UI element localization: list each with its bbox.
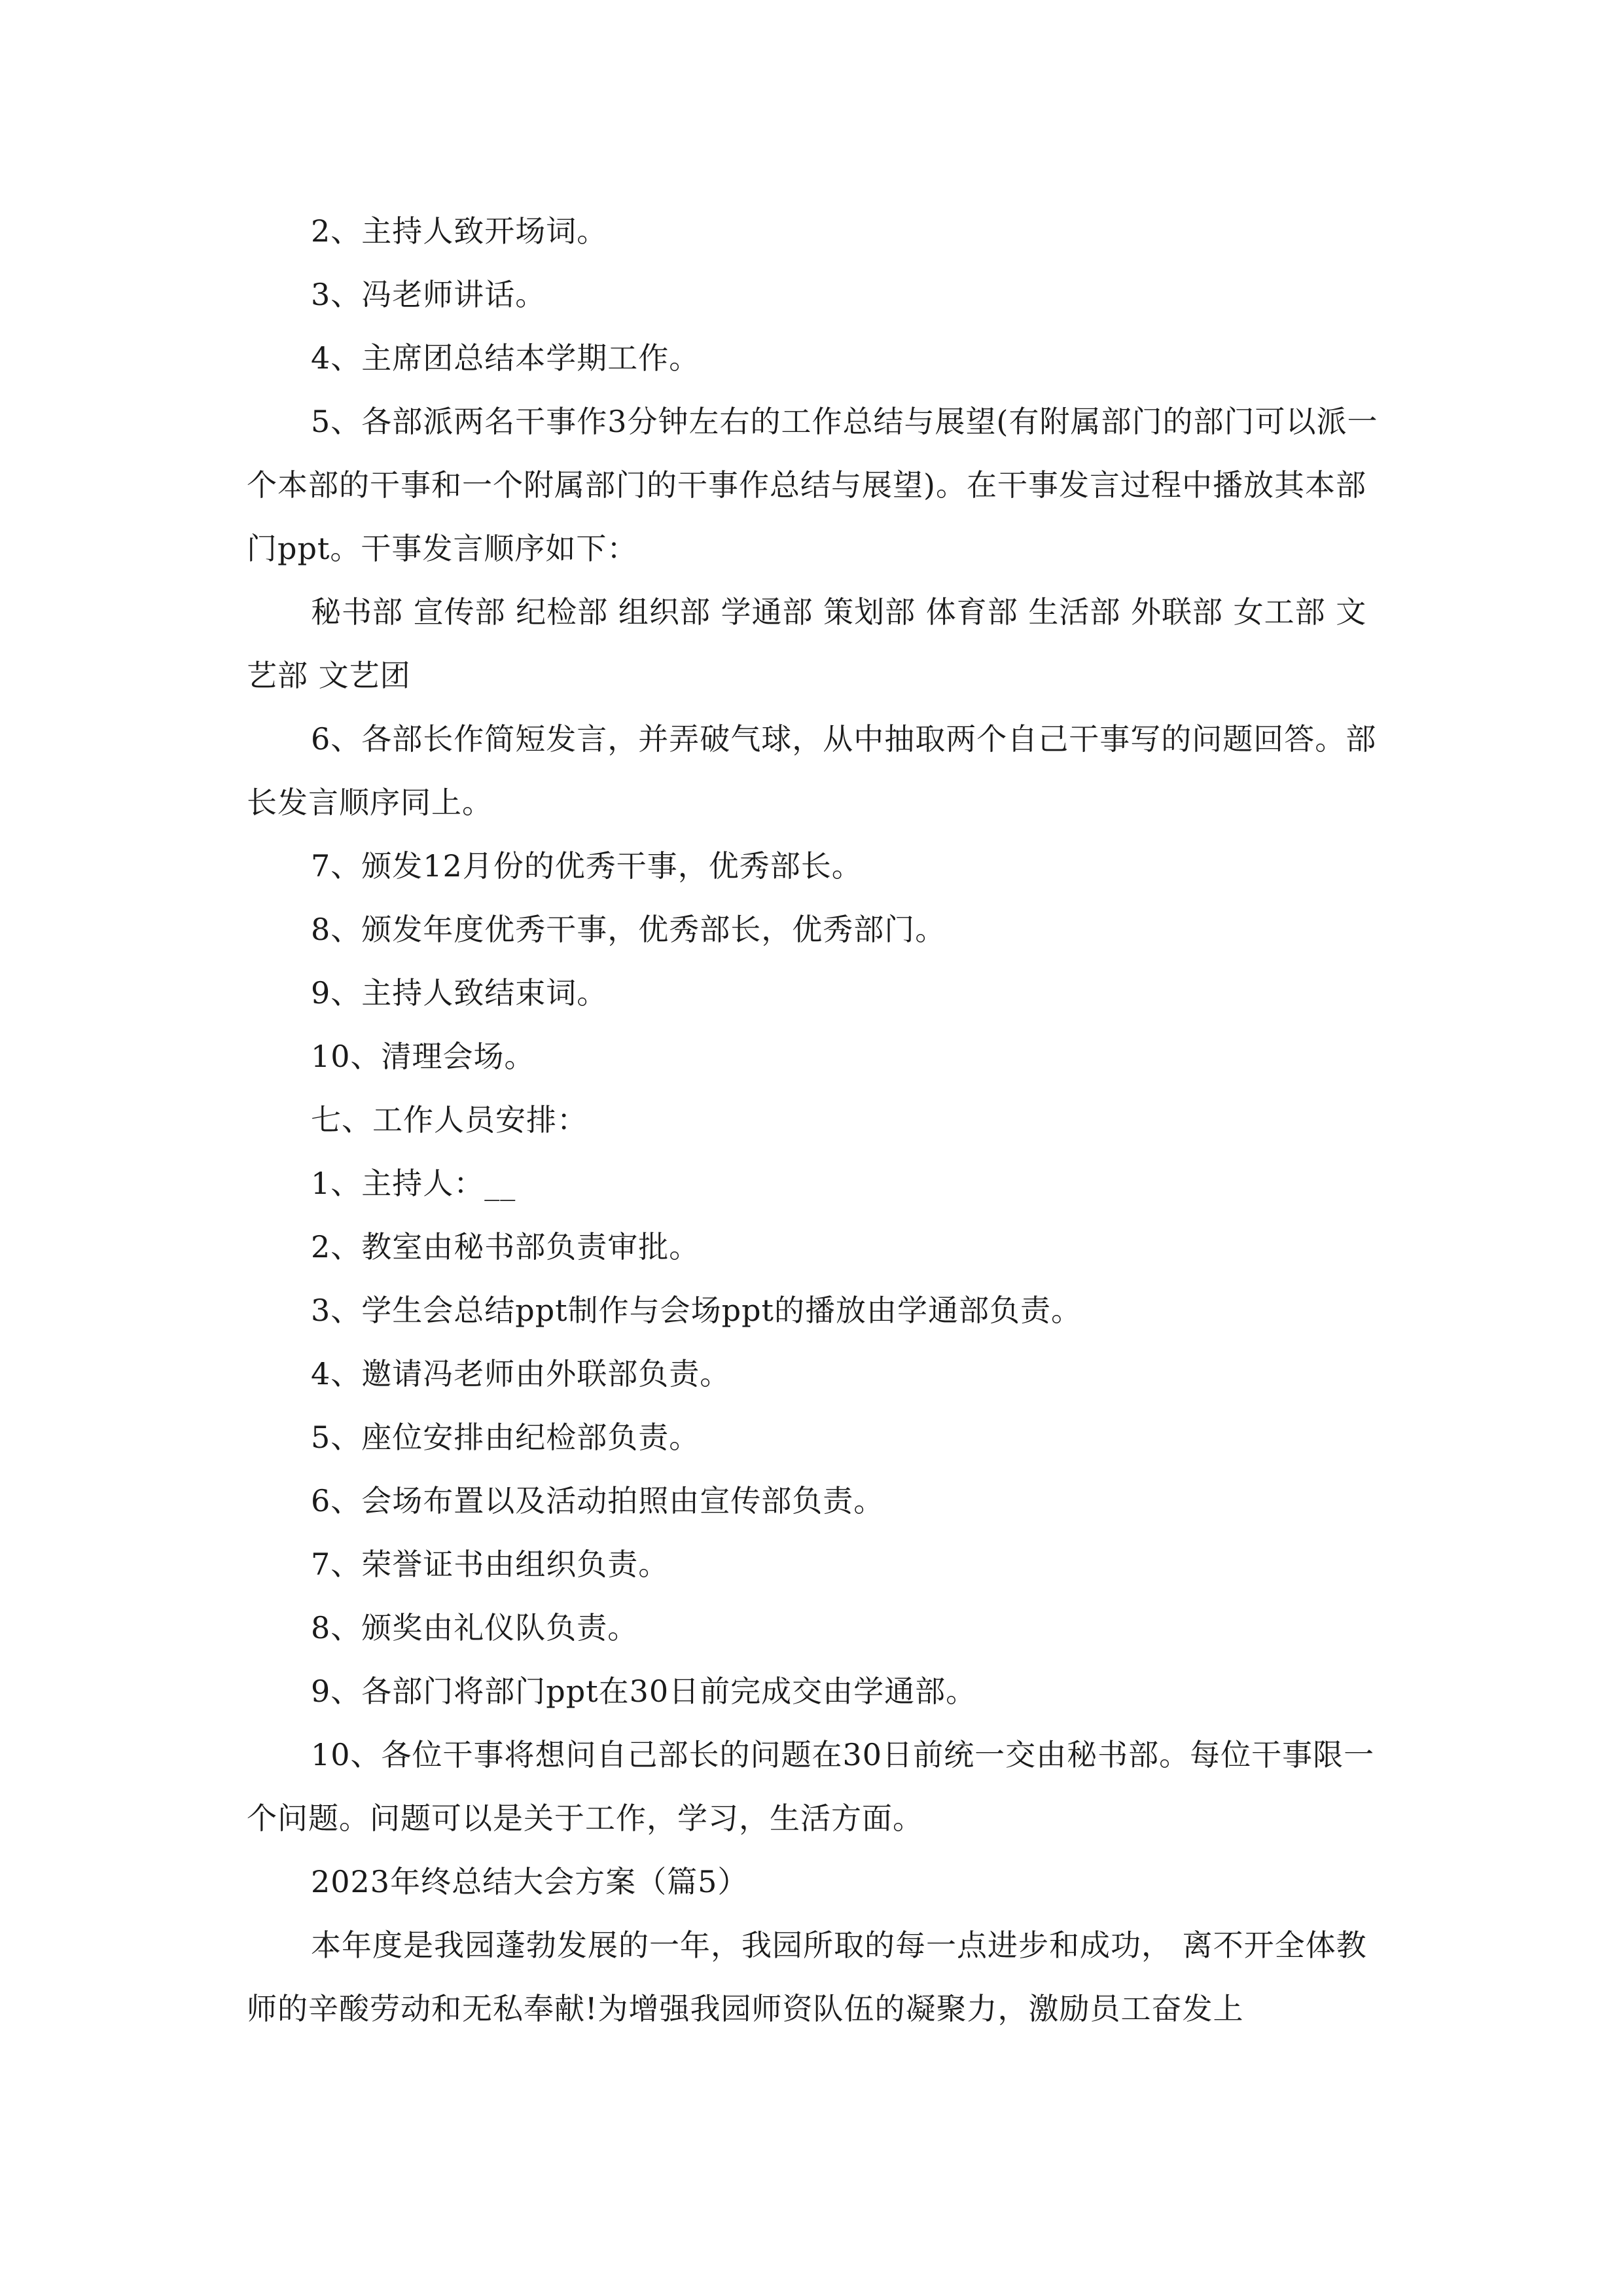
paragraph: 本年度是我园蓬勃发展的一年，我园所取的每一点进步和成功， 离不开全体教师的辛酸劳动和无私奉献!为增强我园师资队伍的凝聚力，激励员工奋发上 bbox=[247, 1928, 1367, 2026]
paragraph: 4、主席团总结本学期工作。 bbox=[311, 340, 700, 376]
paragraph: 5、座位安排由纪检部负责。 bbox=[311, 1420, 700, 1455]
paragraph: 8、颁发年度优秀干事，优秀部长，优秀部门。 bbox=[311, 912, 946, 947]
section-heading: 七、工作人员安排： bbox=[311, 1102, 588, 1138]
paragraph: 9、各部门将部门ppt在30日前完成交由学通部。 bbox=[311, 1674, 977, 1709]
paragraph: 10、各位干事将想问自己部长的问题在30日前统一交由秘书部。每位干事限一个问题。问题可以是关于工作，学习，生活方面。 bbox=[247, 1737, 1375, 1836]
paragraph: 3、冯老师讲话。 bbox=[311, 277, 546, 312]
paragraph: 2、主持人致开场词。 bbox=[311, 213, 608, 249]
paragraph: 7、荣誉证书由组织负责。 bbox=[311, 1547, 669, 1582]
paragraph: 2、教室由秘书部负责审批。 bbox=[311, 1229, 700, 1265]
paragraph: 4、邀请冯老师由外联部负责。 bbox=[311, 1356, 731, 1391]
paragraph: 5、各部派两名干事作3分钟左右的工作总结与展望(有附属部门的部门可以派一个本部的干事和一个附属部门的干事作总结与展望)。在干事发言过程中播放其本部门ppt。干事发言顺序如下： bbox=[247, 404, 1378, 566]
paragraph: 10、清理会场。 bbox=[311, 1039, 535, 1074]
document-body bbox=[247, 200, 1385, 2041]
paragraph: 1、主持人：__ bbox=[311, 1166, 516, 1201]
paragraph: 6、会场布置以及活动拍照由宣传部负责。 bbox=[311, 1483, 885, 1518]
paragraph: 6、各部长作简短发言，并弄破气球，从中抽取两个自己干事写的问题回答。部长发言顺序同上。 bbox=[247, 721, 1377, 820]
paragraph: 9、主持人致结束词。 bbox=[311, 975, 608, 1011]
paragraph: 3、学生会总结ppt制作与会场ppt的播放由学通部负责。 bbox=[311, 1293, 1082, 1328]
paragraph: 7、颁发12月份的优秀干事，优秀部长。 bbox=[311, 848, 863, 884]
paragraph: 8、颁奖由礼仪队负责。 bbox=[311, 1610, 639, 1645]
section-title: 2023年终总结大会方案（篇5） bbox=[311, 1864, 749, 1899]
paragraph: 秘书部 宣传部 纪检部 组织部 学通部 策划部 体育部 生活部 外联部 女工部 文艺部 文艺团 bbox=[247, 594, 1367, 693]
